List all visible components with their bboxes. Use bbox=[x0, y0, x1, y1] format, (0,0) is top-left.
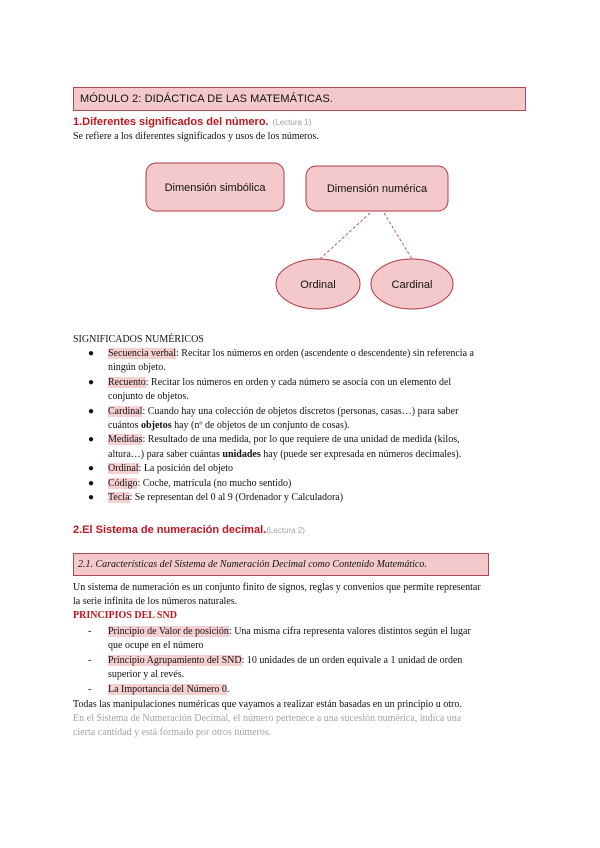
closing-text: Todas las manipulaciones numéricas que vayamos a realizar están basadas en un principio u otro. bbox=[73, 699, 462, 710]
principio-term: La Importancia del Número 0 bbox=[108, 683, 227, 695]
list-item: - La Importancia del Número 0. bbox=[88, 683, 230, 695]
item-term: Recuento bbox=[108, 376, 146, 388]
list-item: ● Secuencia verbal: Recitar los números en orden (ascendente o descendente) sin referencia a ningún objeto. bbox=[88, 348, 474, 374]
section1-heading bbox=[73, 113, 311, 131]
ellipse-ordinal-label: Ordinal bbox=[300, 279, 336, 291]
section1-lectura: (Lectura 1) bbox=[272, 118, 312, 127]
snd-definition: Un sistema de numeración es un conjunto finito de signos, reglas y convenios que permite representar la serie infinita de los números naturales. bbox=[73, 582, 481, 608]
connector-ordinal bbox=[320, 213, 370, 259]
grey-note: En el Sistema de Numeración Decimal, el número pertenece a una sucesión numérica, indica una cierta cantidad y está formado por otros números. bbox=[73, 713, 462, 739]
ellipse-cardinal-label: Cardinal bbox=[391, 279, 433, 291]
item-term: Cardinal bbox=[108, 405, 143, 417]
principios-list bbox=[88, 625, 528, 697]
list-item: ● Cardinal: Cuando hay una colección de objetos discretos (personas, casas…) para saber cuántos objetos hay (nº de objetos de un conjunto de cosas). bbox=[88, 405, 459, 432]
list-item: ● Código: Coche, matrícula (no mucho sentido) bbox=[88, 477, 292, 489]
connector-cardinal bbox=[384, 213, 412, 259]
module-title: MÓDULO 2: DIDÁCTICA DE LAS MATEMÁTICAS. bbox=[73, 87, 526, 111]
principio-term: Principio de Valor de posición bbox=[108, 626, 229, 637]
box-dimension-simbolica-label: Dimensión simbólica bbox=[164, 182, 266, 194]
list-item: ● Ordinal: La posición del objeto bbox=[88, 463, 233, 475]
item-term: Secuencia verbal bbox=[108, 348, 177, 359]
list-item: ● Recuento: Recitar los números en orden y cada número se asocia con un elemento del conjunto de objetos. bbox=[88, 376, 452, 403]
item-term: Medidas bbox=[108, 434, 143, 446]
section2-heading bbox=[73, 521, 305, 539]
list-item: - Principio de Valor de posición: Una misma cifra representa valores distintos según el lugar que ocupe en el número bbox=[88, 626, 471, 652]
item-term: Código bbox=[108, 477, 138, 489]
list-item: - Principio Agrupamiento del SND: 10 unidades de un orden equivale a 1 unidad de orden superior y al revés. bbox=[88, 654, 463, 681]
significados-heading: SIGNIFICADOS NUMÉRICOS bbox=[73, 334, 204, 345]
significados-list bbox=[88, 347, 528, 505]
list-item: ● Medidas: Resultado de una medida, por lo que requiere de una unidad de medida (kilos, altura…) para saber cuántas unidades hay (puede ser expresada en números decimales). bbox=[88, 434, 462, 460]
section2-title: 2.El Sistema de numeración decimal. bbox=[73, 524, 267, 536]
section1-title: 1.Diferentes significados del número. bbox=[73, 116, 269, 128]
subsection-title: 2.1. Características del Sistema de Numeración Decimal como Contenido Matemático. bbox=[73, 553, 489, 576]
item-term: Ordinal bbox=[108, 463, 139, 475]
number-dimensions-diagram bbox=[140, 155, 460, 315]
section1-intro: Se refiere a los diferentes significados y usos de los números. bbox=[73, 131, 319, 142]
item-term: Tecla bbox=[108, 492, 130, 504]
principios-heading: PRINCIPIOS DEL SND bbox=[73, 610, 177, 621]
box-dimension-numerica-label: Dimensión numérica bbox=[326, 183, 428, 195]
principio-term: Principio Agrupamiento del SND bbox=[108, 654, 242, 666]
list-item: ● Tecla: Se representan del 0 al 9 (Ordenador y Calculadora) bbox=[88, 492, 344, 504]
section2-lectura: (Lectura 2) bbox=[266, 526, 305, 535]
